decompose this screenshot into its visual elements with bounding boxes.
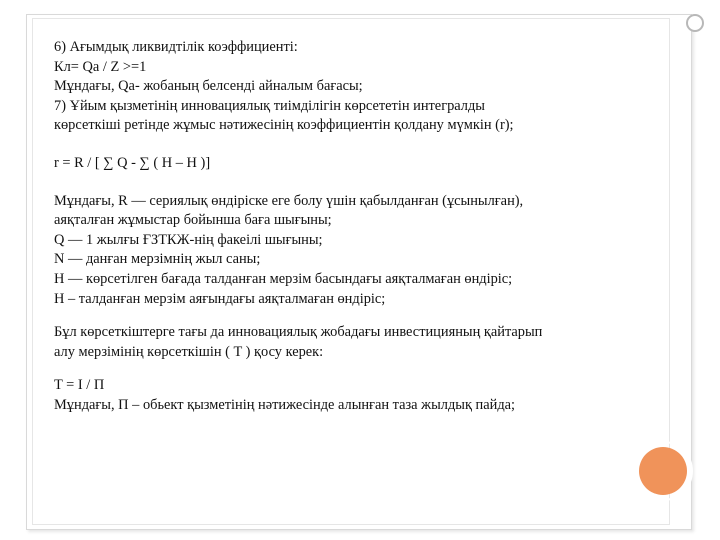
text-line-coefficient-r: көрсеткіші ретінде жұмыс нәтижесінің коэффициентін қолдану мүмкін (r); [54,117,514,134]
text-line-n-definition: N — данған мерзімнің жыл саны; [54,251,261,268]
text-line-r-formula: r = R / [ ∑ Q - ∑ ( H – H )] [54,154,211,171]
text-line-qa-definition: Мұндағы, Qa- жобаның белсенді айналым бағасы; [54,78,363,95]
text-line-h-end-definition: H – талданған мерзім аяғындағы аяқталмаған өндіріс; [54,290,386,307]
text-line-q-definition: Q — 1 жылғы ҒЗТКЖ-нің факеілі шығыны; [54,231,323,248]
text-line-profit-definition: Мұндағы, П – обьект қызметінің нәтижесінде алынған таза жылдық пайда; [54,396,516,413]
text-line-t-formula: T = I / П [54,377,105,394]
accent-circle-decoration [639,447,687,495]
text-line-h-start-definition: H — көрсетілген бағада талданған мерзім басындағы аяқталмаған өндіріс; [54,270,513,287]
text-line-r-definition: Мұндағы, R — сериялық өндіріске еге болу үшін қабылданған (ұсынылған), [54,192,524,209]
text-line-liquidity-formula: Кл= Qa / Z >=1 [54,58,147,75]
corner-circle-decoration [686,14,704,32]
text-line-liquidity-heading: 6) Ағымдық ликвидтілік коэффициенті: [54,39,298,55]
text-line-payback-intro: Бұл көрсеткіштерге тағы да инновациялық жобадағы инвестицияның қайтарып [54,324,543,341]
slide-body-text [54,38,624,416]
text-line-payback-intro-cont: алу мерзімінің көрсеткішін ( T ) қосу керек: [54,343,324,360]
text-line-r-definition-cont: аяқталған жұмыстар бойынша баға шығыны; [54,212,332,229]
text-line-integral-indicator: 7) Ұйым қызметінің инновациялық тиімділігін көрсететін интегралды [54,97,485,114]
